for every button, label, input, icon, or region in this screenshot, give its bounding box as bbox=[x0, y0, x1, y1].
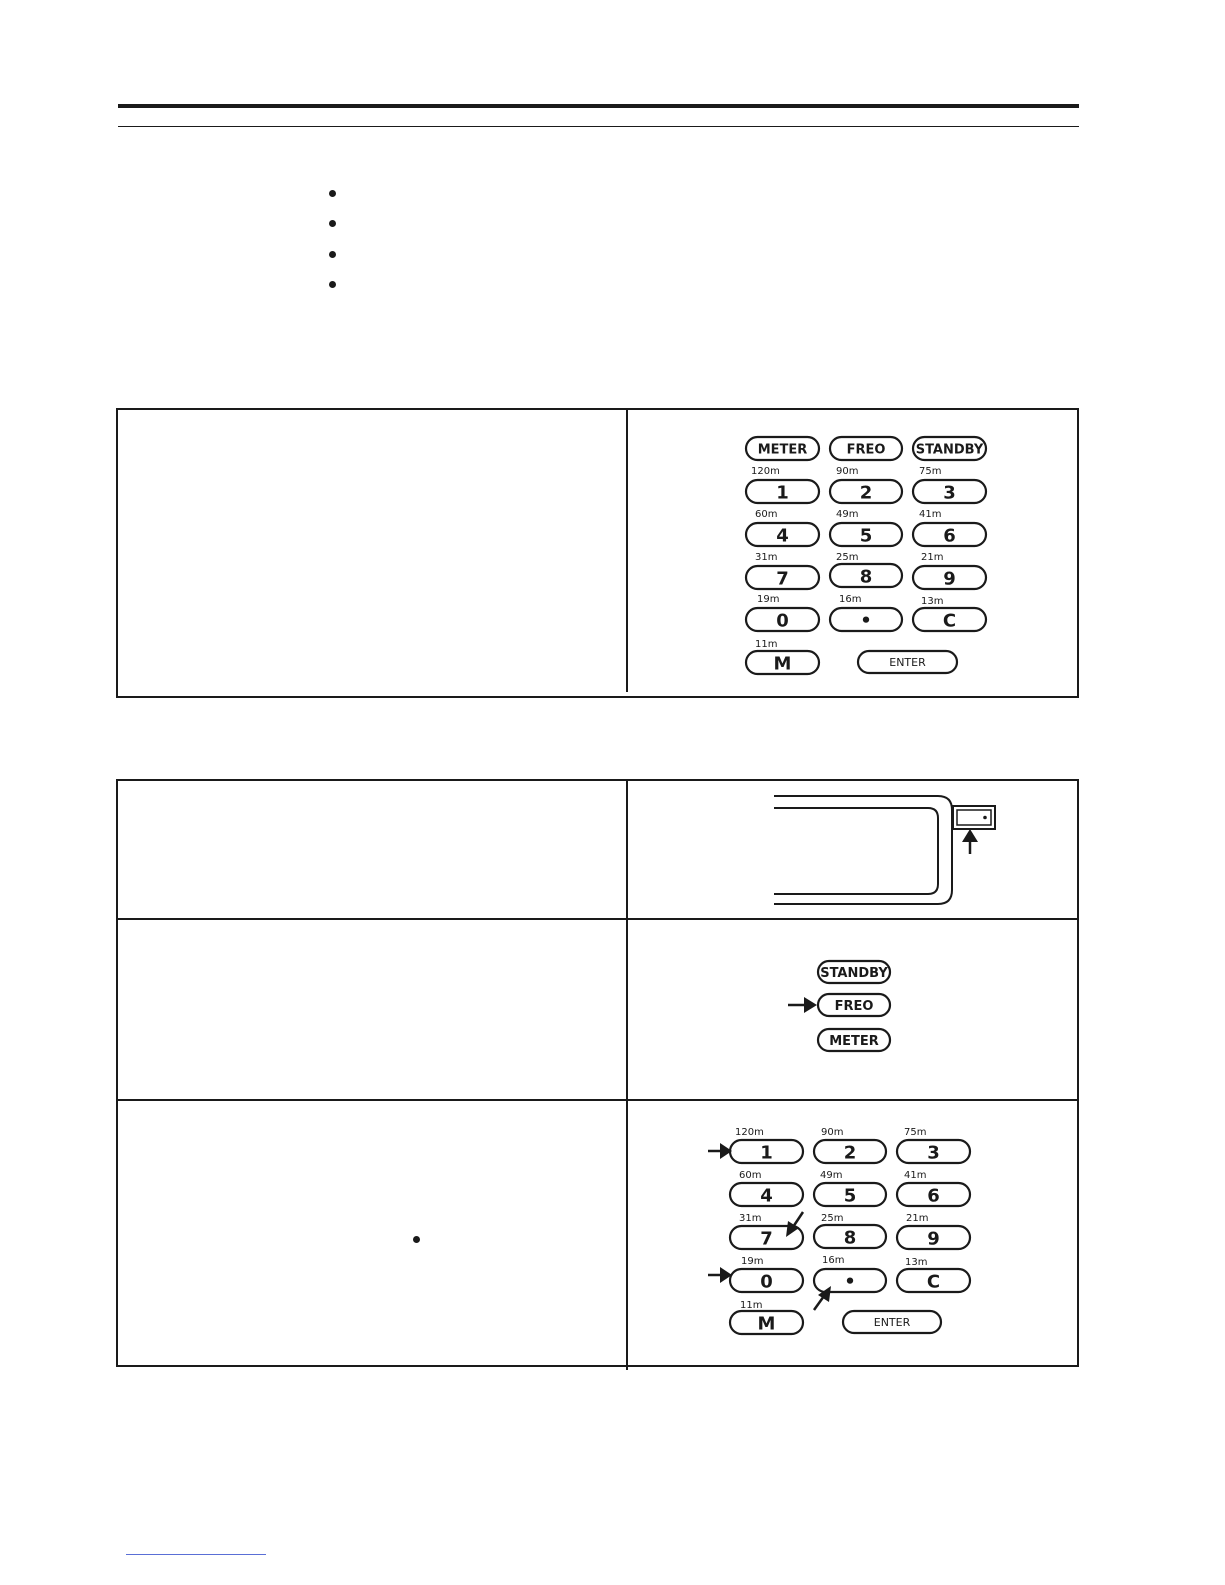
key-dot-button[interactable] bbox=[830, 608, 902, 632]
key-3-button[interactable] bbox=[913, 480, 986, 504]
meter-button[interactable] bbox=[746, 437, 819, 460]
key-5-button[interactable] bbox=[814, 1183, 886, 1207]
band-label: 16m bbox=[822, 1255, 845, 1266]
key-label: C bbox=[942, 610, 957, 632]
keypad-panel-divider bbox=[626, 410, 628, 692]
key-label: C bbox=[926, 1271, 941, 1293]
standby-button[interactable] bbox=[818, 961, 890, 983]
key-label: 0 bbox=[776, 610, 789, 632]
band-label: 21m bbox=[906, 1213, 929, 1224]
arrow-up-icon bbox=[962, 829, 978, 854]
key-m-button[interactable] bbox=[746, 651, 819, 675]
key-label: 3 bbox=[927, 1142, 940, 1164]
key-label: • bbox=[844, 1271, 856, 1293]
band-label: 11m bbox=[755, 639, 778, 650]
standby-label: STANDBY bbox=[820, 966, 888, 981]
key-1-button[interactable] bbox=[746, 480, 819, 504]
display-window bbox=[774, 796, 952, 904]
key-label: M bbox=[757, 1313, 776, 1335]
key-label: 8 bbox=[859, 566, 873, 588]
header-rule-thin bbox=[118, 126, 1079, 127]
meter-label: METER bbox=[757, 442, 808, 458]
key-label: 9 bbox=[943, 568, 956, 590]
key-9-button[interactable] bbox=[913, 566, 986, 590]
freq-button[interactable] bbox=[830, 437, 902, 460]
key-9-button[interactable] bbox=[897, 1226, 970, 1250]
key-5-button[interactable] bbox=[830, 523, 902, 547]
key-label: 4 bbox=[776, 525, 789, 547]
band-label: 19m bbox=[757, 594, 780, 605]
key-c-button[interactable] bbox=[913, 608, 986, 632]
band-label: 11m bbox=[740, 1300, 763, 1311]
band-label: 90m bbox=[836, 466, 859, 477]
band-label: 13m bbox=[921, 596, 944, 607]
band-label: 41m bbox=[919, 509, 942, 520]
key-label: 5 bbox=[843, 1185, 857, 1207]
arrow-right-icon bbox=[788, 997, 817, 1013]
band-label: 90m bbox=[821, 1127, 844, 1138]
key-7-button[interactable] bbox=[746, 566, 819, 590]
bullet-1 bbox=[329, 190, 336, 197]
bullet-4 bbox=[329, 281, 336, 288]
key-label: 0 bbox=[760, 1271, 773, 1293]
key-2-button[interactable] bbox=[814, 1140, 886, 1164]
key-label: M bbox=[773, 653, 792, 675]
key-label: 2 bbox=[859, 482, 873, 504]
band-label: 60m bbox=[739, 1170, 762, 1181]
band-label: 25m bbox=[836, 552, 859, 563]
arrow-right-icon bbox=[708, 1143, 732, 1159]
band-label: 120m bbox=[735, 1127, 764, 1138]
keypad-arrows-illustration bbox=[700, 1124, 990, 1340]
function-buttons-illustration bbox=[780, 955, 910, 1073]
key-label: 4 bbox=[760, 1185, 773, 1207]
key-label: 8 bbox=[843, 1227, 857, 1249]
key-0-button[interactable] bbox=[730, 1269, 803, 1293]
band-label: 120m bbox=[751, 466, 780, 477]
key-label: 7 bbox=[760, 1228, 773, 1250]
footer-link-underline[interactable] bbox=[126, 1554, 266, 1555]
key-8-button[interactable] bbox=[814, 1225, 886, 1249]
key-6-button[interactable] bbox=[897, 1183, 970, 1207]
key-label: 6 bbox=[927, 1185, 940, 1207]
key-label: 2 bbox=[843, 1142, 857, 1164]
freq-label: FREO bbox=[846, 442, 886, 458]
enter-label: ENTER bbox=[873, 1316, 911, 1329]
step-divider-2 bbox=[118, 1099, 1077, 1101]
standby-button[interactable] bbox=[913, 437, 986, 460]
band-label: 13m bbox=[905, 1257, 928, 1268]
enter-button[interactable] bbox=[858, 651, 957, 673]
key-4-button[interactable] bbox=[730, 1183, 803, 1207]
display-illustration bbox=[760, 790, 1020, 912]
meter-label: METER bbox=[829, 1034, 879, 1049]
band-label: 49m bbox=[820, 1170, 843, 1181]
key-m-button[interactable] bbox=[730, 1311, 803, 1335]
band-label: 21m bbox=[921, 552, 944, 563]
key-2-button[interactable] bbox=[830, 480, 902, 504]
key-6-button[interactable] bbox=[913, 523, 986, 547]
key-label: • bbox=[860, 610, 872, 632]
key-label: 1 bbox=[760, 1142, 773, 1164]
steps-panel-divider bbox=[626, 781, 628, 1370]
band-label: 49m bbox=[836, 509, 859, 520]
small-button[interactable] bbox=[953, 806, 995, 829]
bullet-3 bbox=[329, 251, 336, 258]
enter-button[interactable] bbox=[843, 1311, 941, 1333]
key-label: 1 bbox=[776, 482, 789, 504]
key-8-button[interactable] bbox=[830, 564, 902, 588]
key-label: 5 bbox=[859, 525, 873, 547]
band-label: 25m bbox=[821, 1213, 844, 1224]
band-label: 75m bbox=[904, 1127, 927, 1138]
step3-bullet bbox=[413, 1236, 420, 1243]
key-3-button[interactable] bbox=[897, 1140, 970, 1164]
arrow-right-icon bbox=[708, 1267, 732, 1283]
full-keypad bbox=[740, 434, 996, 678]
key-label: 6 bbox=[943, 525, 956, 547]
band-label: 31m bbox=[755, 552, 778, 563]
meter-button[interactable] bbox=[818, 1029, 890, 1051]
band-label: 75m bbox=[919, 466, 942, 477]
band-label: 19m bbox=[741, 1256, 764, 1267]
enter-label: ENTER bbox=[889, 656, 926, 669]
header-rule-thick bbox=[118, 104, 1079, 108]
key-c-button[interactable] bbox=[897, 1269, 970, 1293]
band-label: 31m bbox=[739, 1213, 762, 1224]
key-4-button[interactable] bbox=[746, 523, 819, 547]
step-divider-1 bbox=[118, 918, 1077, 920]
key-1-button[interactable] bbox=[730, 1140, 803, 1164]
band-label: 41m bbox=[904, 1170, 927, 1181]
key-label: 9 bbox=[927, 1228, 940, 1250]
key-dot-button[interactable] bbox=[814, 1269, 886, 1293]
band-label: 16m bbox=[839, 594, 862, 605]
key-0-button[interactable] bbox=[746, 608, 819, 632]
bullet-2 bbox=[329, 220, 336, 227]
key-label: 7 bbox=[776, 568, 789, 590]
freq-button[interactable] bbox=[818, 994, 890, 1016]
freq-label: FREO bbox=[834, 999, 874, 1014]
standby-label: STANDBY bbox=[915, 442, 984, 458]
key-label: 3 bbox=[943, 482, 956, 504]
band-label: 60m bbox=[755, 509, 778, 520]
